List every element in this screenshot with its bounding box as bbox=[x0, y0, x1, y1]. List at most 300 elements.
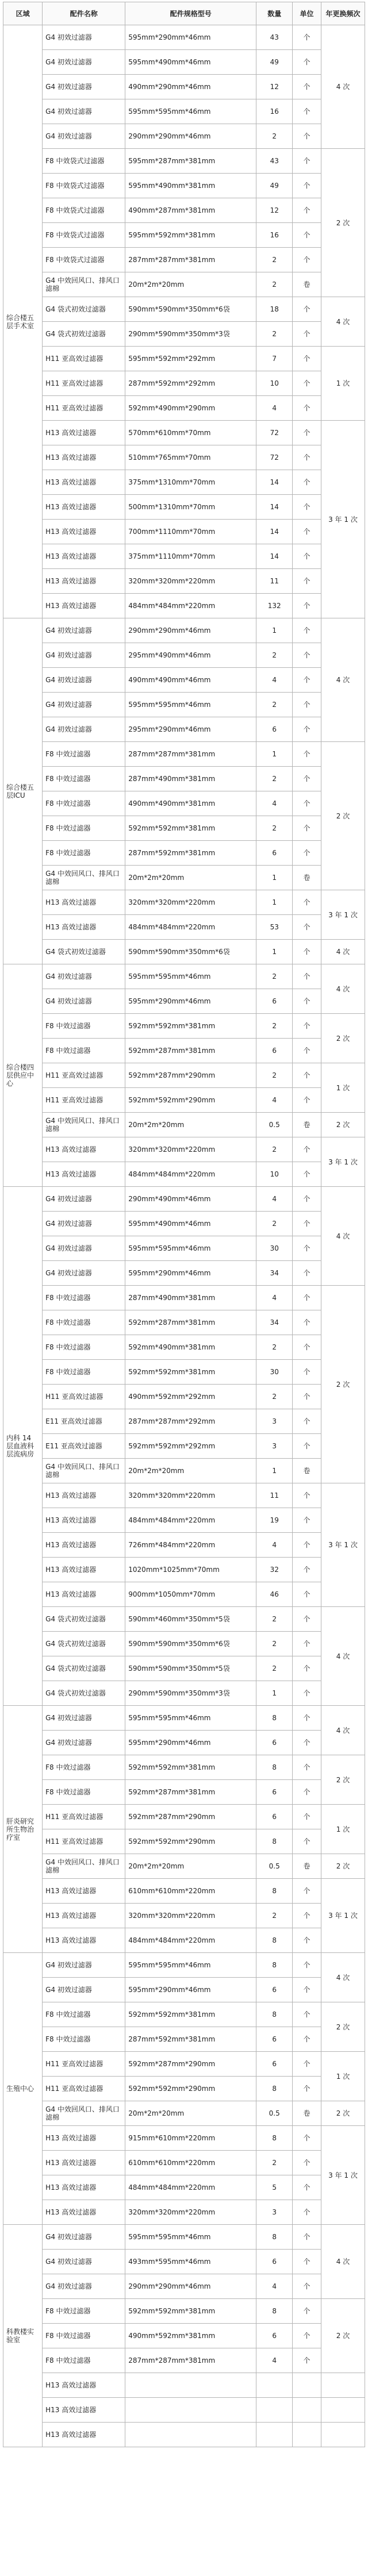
part-name-cell: G4 初效过滤器 bbox=[43, 50, 125, 75]
quantity-cell: 2 bbox=[256, 816, 293, 841]
frequency-cell: 4 次 bbox=[321, 1187, 365, 1286]
spec-cell: 595mm*595mm*46mm bbox=[125, 1953, 256, 1978]
spec-cell: 290mm*290mm*46mm bbox=[125, 618, 256, 643]
quantity-cell: 1 bbox=[256, 940, 293, 964]
spec-cell: 592mm*490mm*381mm bbox=[125, 1335, 256, 1360]
table-row bbox=[3, 890, 365, 915]
quantity-cell: 1 bbox=[256, 1459, 293, 1483]
unit-cell: 个 bbox=[293, 1632, 321, 1656]
area-cell: 综合楼五层手术室 bbox=[3, 25, 43, 618]
table-row bbox=[3, 2175, 365, 2200]
quantity-cell: 0.5 bbox=[256, 2101, 293, 2126]
spec-cell: 726mm*484mm*220mm bbox=[125, 1533, 256, 1558]
part-name-cell: G4 初效过滤器 bbox=[43, 989, 125, 1014]
table-row bbox=[3, 124, 365, 149]
frequency-cell: 2 次 bbox=[321, 1854, 365, 1879]
spec-cell: 595mm*290mm*46mm bbox=[125, 989, 256, 1014]
table-row bbox=[3, 816, 365, 841]
table-row bbox=[3, 272, 365, 297]
spec-cell: 290mm*590mm*350mm*3袋 bbox=[125, 322, 256, 347]
table-row bbox=[3, 1706, 365, 1731]
part-name-cell: G4 初效过滤器 bbox=[43, 25, 125, 50]
part-name-cell: H13 高效过滤器 bbox=[43, 1928, 125, 1953]
part-name-cell: G4 初效过滤器 bbox=[43, 124, 125, 149]
unit-cell: 个 bbox=[293, 25, 321, 50]
quantity-cell: 6 bbox=[256, 1780, 293, 1805]
part-name-cell: G4 袋式初效过滤器 bbox=[43, 297, 125, 322]
unit-cell: 卷 bbox=[293, 1459, 321, 1483]
spec-cell: 590mm*590mm*350mm*6袋 bbox=[125, 297, 256, 322]
quantity-cell: 2 bbox=[256, 322, 293, 347]
unit-cell: 个 bbox=[293, 1829, 321, 1854]
unit-cell: 个 bbox=[293, 1137, 321, 1162]
quantity-cell: 49 bbox=[256, 174, 293, 198]
quantity-cell: 6 bbox=[256, 2324, 293, 2348]
unit-cell: 个 bbox=[293, 2274, 321, 2299]
quantity-cell: 8 bbox=[256, 1953, 293, 1978]
part-name-cell: G4 初效过滤器 bbox=[43, 1953, 125, 1978]
unit-cell: 个 bbox=[293, 1582, 321, 1607]
unit-cell: 个 bbox=[293, 75, 321, 99]
spec-cell: 595mm*595mm*46mm bbox=[125, 1706, 256, 1731]
part-name-cell: G4 初效过滤器 bbox=[43, 693, 125, 717]
quantity-cell: 16 bbox=[256, 223, 293, 248]
frequency-cell bbox=[321, 2398, 365, 2423]
quantity-cell: 2 bbox=[256, 1063, 293, 1088]
table-row bbox=[3, 2398, 365, 2423]
spec-cell: 595mm*490mm*46mm bbox=[125, 50, 256, 75]
unit-cell: 个 bbox=[293, 1039, 321, 1063]
unit-cell: 个 bbox=[293, 1385, 321, 1409]
table-row bbox=[3, 1904, 365, 1928]
part-name-cell: H13 高效过滤器 bbox=[43, 1483, 125, 1508]
part-name-cell: F8 中效过滤器 bbox=[43, 2299, 125, 2324]
frequency-cell bbox=[321, 2373, 365, 2398]
unit-cell: 个 bbox=[293, 495, 321, 520]
table-row bbox=[3, 2151, 365, 2175]
table-row bbox=[3, 1162, 365, 1187]
table-row bbox=[3, 1286, 365, 1310]
table-row bbox=[3, 1212, 365, 1236]
table-row bbox=[3, 1261, 365, 1286]
spec-cell: 595mm*592mm*292mm bbox=[125, 347, 256, 371]
unit-cell: 个 bbox=[293, 2126, 321, 2151]
spec-cell: 592mm*592mm*381mm bbox=[125, 1360, 256, 1385]
table-row bbox=[3, 767, 365, 791]
table-row bbox=[3, 2423, 365, 2447]
frequency-cell: 2 次 bbox=[321, 2002, 365, 2052]
unit-cell: 个 bbox=[293, 1434, 321, 1459]
part-name-cell: G4 中效回风口、排风口滤棉 bbox=[43, 1459, 125, 1483]
unit-cell: 个 bbox=[293, 1681, 321, 1706]
spec-cell: 484mm*484mm*220mm bbox=[125, 1162, 256, 1187]
table-row bbox=[3, 396, 365, 421]
unit-cell: 个 bbox=[293, 99, 321, 124]
part-name-cell: H13 高效过滤器 bbox=[43, 2126, 125, 2151]
unit-cell: 个 bbox=[293, 693, 321, 717]
quantity-cell: 6 bbox=[256, 1978, 293, 2002]
frequency-cell: 4 次 bbox=[321, 618, 365, 742]
spec-cell: 595mm*287mm*381mm bbox=[125, 149, 256, 174]
unit-cell: 个 bbox=[293, 841, 321, 866]
table-row bbox=[3, 841, 365, 866]
spec-cell: 290mm*290mm*46mm bbox=[125, 2274, 256, 2299]
table-row bbox=[3, 1681, 365, 1706]
spec-cell: 320mm*320mm*220mm bbox=[125, 2200, 256, 2225]
area-cell: 内科 14 层血液科层流病房 bbox=[3, 1187, 43, 1706]
spec-cell: 320mm*320mm*220mm bbox=[125, 890, 256, 915]
spec-cell: 20m*2m*20mm bbox=[125, 1854, 256, 1879]
unit-cell: 个 bbox=[293, 1212, 321, 1236]
spec-cell: 490mm*290mm*46mm bbox=[125, 75, 256, 99]
spec-cell: 290mm*490mm*46mm bbox=[125, 1187, 256, 1212]
quantity-cell: 72 bbox=[256, 421, 293, 445]
area-cell: 生殖中心 bbox=[3, 1953, 43, 2225]
part-name-cell: F8 中效过滤器 bbox=[43, 1360, 125, 1385]
table-row bbox=[3, 1805, 365, 1829]
unit-cell: 个 bbox=[293, 322, 321, 347]
unit-cell: 个 bbox=[293, 347, 321, 371]
spec-cell: 287mm*287mm*381mm bbox=[125, 742, 256, 767]
part-name-cell: H13 高效过滤器 bbox=[43, 1879, 125, 1904]
unit-cell: 个 bbox=[293, 1088, 321, 1113]
quantity-cell: 6 bbox=[256, 2250, 293, 2274]
part-name-cell: H11 亚高效过滤器 bbox=[43, 1829, 125, 1854]
frequency-cell: 4 次 bbox=[321, 25, 365, 149]
unit-cell: 个 bbox=[293, 594, 321, 618]
unit-cell: 个 bbox=[293, 1755, 321, 1780]
frequency-cell: 4 次 bbox=[321, 1607, 365, 1706]
frequency-cell: 2 次 bbox=[321, 2299, 365, 2373]
quantity-cell: 8 bbox=[256, 2299, 293, 2324]
quantity-cell: 6 bbox=[256, 1039, 293, 1063]
unit-cell: 个 bbox=[293, 2175, 321, 2200]
unit-cell: 个 bbox=[293, 1780, 321, 1805]
part-name-cell: F8 中效袋式过滤器 bbox=[43, 198, 125, 223]
table-row bbox=[3, 99, 365, 124]
unit-cell: 个 bbox=[293, 1286, 321, 1310]
quantity-cell: 2 bbox=[256, 2151, 293, 2175]
spec-cell: 592mm*592mm*381mm bbox=[125, 2002, 256, 2027]
unit-cell: 个 bbox=[293, 297, 321, 322]
spec-cell: 290mm*290mm*46mm bbox=[125, 124, 256, 149]
part-name-cell: G4 袋式初效过滤器 bbox=[43, 1656, 125, 1681]
spec-cell: 592mm*592mm*292mm bbox=[125, 1434, 256, 1459]
part-name-cell: F8 中效过滤器 bbox=[43, 2324, 125, 2348]
part-name-cell: H13 高效过滤器 bbox=[43, 1558, 125, 1582]
part-name-cell: H13 高效过滤器 bbox=[43, 569, 125, 594]
spec-cell: 20m*2m*20mm bbox=[125, 2101, 256, 2126]
quantity-cell: 4 bbox=[256, 2348, 293, 2373]
table-row bbox=[3, 544, 365, 569]
spec-cell: 570mm*610mm*70mm bbox=[125, 421, 256, 445]
part-name-cell: H13 高效过滤器 bbox=[43, 2175, 125, 2200]
quantity-cell: 4 bbox=[256, 791, 293, 816]
part-name-cell: G4 袋式初效过滤器 bbox=[43, 1607, 125, 1632]
table-row bbox=[3, 1607, 365, 1632]
table-row bbox=[3, 347, 365, 371]
unit-cell: 个 bbox=[293, 371, 321, 396]
spec-cell: 320mm*320mm*220mm bbox=[125, 1137, 256, 1162]
table-row bbox=[3, 371, 365, 396]
header-area: 区域 bbox=[3, 2, 43, 25]
table-row bbox=[3, 1558, 365, 1582]
frequency-cell: 1 次 bbox=[321, 347, 365, 421]
part-name-cell: H13 高效过滤器 bbox=[43, 890, 125, 915]
spec-cell: 287mm*490mm*381mm bbox=[125, 1286, 256, 1310]
unit-cell: 个 bbox=[293, 2348, 321, 2373]
unit-cell: 个 bbox=[293, 964, 321, 989]
table-row bbox=[3, 1978, 365, 2002]
spec-cell: 1020mm*1025mm*70mm bbox=[125, 1558, 256, 1582]
part-name-cell: G4 初效过滤器 bbox=[43, 1978, 125, 2002]
table-row bbox=[3, 198, 365, 223]
table-row bbox=[3, 470, 365, 495]
part-name-cell: G4 中效回风口、排风口滤棉 bbox=[43, 1854, 125, 1879]
unit-cell: 个 bbox=[293, 1310, 321, 1335]
table-row bbox=[3, 75, 365, 99]
unit-cell: 个 bbox=[293, 421, 321, 445]
quantity-cell: 30 bbox=[256, 1360, 293, 1385]
unit-cell: 个 bbox=[293, 816, 321, 841]
unit-cell: 个 bbox=[293, 2250, 321, 2274]
filter-spec-table bbox=[3, 2, 365, 2447]
quantity-cell: 8 bbox=[256, 2077, 293, 2101]
part-name-cell: F8 中效过滤器 bbox=[43, 1310, 125, 1335]
unit-cell: 个 bbox=[293, 1904, 321, 1928]
quantity-cell: 16 bbox=[256, 99, 293, 124]
frequency-cell: 3 年 1 次 bbox=[321, 2126, 365, 2225]
quantity-cell: 11 bbox=[256, 569, 293, 594]
spec-cell: 700mm*1110mm*70mm bbox=[125, 520, 256, 544]
table-body bbox=[3, 25, 365, 2447]
table-row bbox=[3, 297, 365, 322]
frequency-cell: 3 年 1 次 bbox=[321, 421, 365, 618]
frequency-cell: 3 年 1 次 bbox=[321, 1137, 365, 1187]
table-row bbox=[3, 2373, 365, 2398]
table-row bbox=[3, 2225, 365, 2250]
table-row bbox=[3, 2299, 365, 2324]
unit-cell: 个 bbox=[293, 1014, 321, 1039]
table-row bbox=[3, 1854, 365, 1879]
part-name-cell: H13 高效过滤器 bbox=[43, 544, 125, 569]
part-name-cell: G4 初效过滤器 bbox=[43, 668, 125, 693]
frequency-cell: 3 年 1 次 bbox=[321, 1879, 365, 1953]
unit-cell: 个 bbox=[293, 2027, 321, 2052]
spec-cell: 290mm*590mm*350mm*3袋 bbox=[125, 1681, 256, 1706]
unit-cell: 个 bbox=[293, 2299, 321, 2324]
spec-cell: 595mm*490mm*381mm bbox=[125, 174, 256, 198]
table-row bbox=[3, 1632, 365, 1656]
quantity-cell: 7 bbox=[256, 347, 293, 371]
part-name-cell: H11 亚高效过滤器 bbox=[43, 347, 125, 371]
quantity-cell: 53 bbox=[256, 915, 293, 940]
part-name-cell: G4 袋式初效过滤器 bbox=[43, 1681, 125, 1706]
table-row bbox=[3, 2027, 365, 2052]
frequency-cell: 4 次 bbox=[321, 940, 365, 964]
quantity-cell: 72 bbox=[256, 445, 293, 470]
part-name-cell: G4 初效过滤器 bbox=[43, 717, 125, 742]
part-name-cell: G4 初效过滤器 bbox=[43, 2225, 125, 2250]
table-row bbox=[3, 50, 365, 75]
part-name-cell: G4 初效过滤器 bbox=[43, 1261, 125, 1286]
spec-cell: 287mm*592mm*381mm bbox=[125, 2027, 256, 2052]
quantity-cell: 14 bbox=[256, 544, 293, 569]
part-name-cell: H13 高效过滤器 bbox=[43, 594, 125, 618]
unit-cell: 个 bbox=[293, 989, 321, 1014]
frequency-cell: 2 次 bbox=[321, 1113, 365, 1137]
table-row bbox=[3, 421, 365, 445]
spec-cell: 592mm*592mm*290mm bbox=[125, 2077, 256, 2101]
area-cell: 综合楼四层供应中心 bbox=[3, 964, 43, 1187]
part-name-cell: H13 高效过滤器 bbox=[43, 2398, 125, 2423]
part-name-cell: F8 中效袋式过滤器 bbox=[43, 248, 125, 272]
spec-cell: 900mm*1050mm*70mm bbox=[125, 1582, 256, 1607]
unit-cell: 个 bbox=[293, 1879, 321, 1904]
table-row bbox=[3, 2274, 365, 2299]
unit-cell: 个 bbox=[293, 791, 321, 816]
unit-cell: 个 bbox=[293, 2052, 321, 2077]
spec-cell: 595mm*595mm*46mm bbox=[125, 964, 256, 989]
part-name-cell: H13 高效过滤器 bbox=[43, 2151, 125, 2175]
unit-cell: 卷 bbox=[293, 1854, 321, 1879]
part-name-cell: F8 中效过滤器 bbox=[43, 1039, 125, 1063]
spec-cell: 375mm*1310mm*70mm bbox=[125, 470, 256, 495]
table-row bbox=[3, 2101, 365, 2126]
part-name-cell: G4 中效回风口、排风口滤棉 bbox=[43, 866, 125, 890]
table-row bbox=[3, 1508, 365, 1533]
unit-cell: 个 bbox=[293, 1558, 321, 1582]
quantity-cell: 34 bbox=[256, 1261, 293, 1286]
spec-cell: 484mm*484mm*220mm bbox=[125, 915, 256, 940]
frequency-cell: 3 年 1 次 bbox=[321, 1483, 365, 1607]
quantity-cell: 2 bbox=[256, 1607, 293, 1632]
spec-cell: 287mm*287mm*381mm bbox=[125, 2348, 256, 2373]
quantity-cell: 6 bbox=[256, 717, 293, 742]
spec-cell: 595mm*595mm*46mm bbox=[125, 99, 256, 124]
part-name-cell: F8 中效过滤器 bbox=[43, 1014, 125, 1039]
part-name-cell: H13 高效过滤器 bbox=[43, 2373, 125, 2398]
part-name-cell: H11 亚高效过滤器 bbox=[43, 2052, 125, 2077]
unit-cell: 卷 bbox=[293, 2101, 321, 2126]
table-row bbox=[3, 2250, 365, 2274]
quantity-cell: 10 bbox=[256, 371, 293, 396]
spec-cell: 595mm*290mm*46mm bbox=[125, 1731, 256, 1755]
part-name-cell: H11 亚高效过滤器 bbox=[43, 396, 125, 421]
quantity-cell: 3 bbox=[256, 1409, 293, 1434]
part-name-cell: H11 亚高效过滤器 bbox=[43, 1063, 125, 1088]
table-row bbox=[3, 1928, 365, 1953]
quantity-cell: 0.5 bbox=[256, 1113, 293, 1137]
unit-cell: 个 bbox=[293, 1187, 321, 1212]
quantity-cell: 2 bbox=[256, 124, 293, 149]
part-name-cell: G4 中效回风口、排风口滤棉 bbox=[43, 2101, 125, 2126]
unit-cell: 个 bbox=[293, 1360, 321, 1385]
spec-cell: 490mm*592mm*292mm bbox=[125, 1385, 256, 1409]
part-name-cell: G4 初效过滤器 bbox=[43, 2250, 125, 2274]
quantity-cell: 12 bbox=[256, 198, 293, 223]
frequency-cell: 2 次 bbox=[321, 1014, 365, 1063]
unit-cell: 个 bbox=[293, 1656, 321, 1681]
quantity-cell: 6 bbox=[256, 2027, 293, 2052]
spec-cell bbox=[125, 2398, 256, 2423]
table-row bbox=[3, 594, 365, 618]
part-name-cell: F8 中效过滤器 bbox=[43, 767, 125, 791]
quantity-cell: 14 bbox=[256, 520, 293, 544]
frequency-cell: 2 次 bbox=[321, 742, 365, 890]
spec-cell: 295mm*290mm*46mm bbox=[125, 717, 256, 742]
quantity-cell: 1 bbox=[256, 618, 293, 643]
part-name-cell: H13 高效过滤器 bbox=[43, 520, 125, 544]
spec-cell: 490mm*490mm*381mm bbox=[125, 791, 256, 816]
table-row bbox=[3, 1953, 365, 1978]
spec-cell: 592mm*490mm*290mm bbox=[125, 396, 256, 421]
quantity-cell: 2 bbox=[256, 272, 293, 297]
quantity-cell: 34 bbox=[256, 1310, 293, 1335]
part-name-cell: G4 中效回风口、排风口滤棉 bbox=[43, 1113, 125, 1137]
quantity-cell: 32 bbox=[256, 1558, 293, 1582]
unit-cell: 个 bbox=[293, 1928, 321, 1953]
part-name-cell: G4 初效过滤器 bbox=[43, 1731, 125, 1755]
spec-cell: 595mm*290mm*46mm bbox=[125, 25, 256, 50]
spec-cell: 592mm*592mm*381mm bbox=[125, 1755, 256, 1780]
part-name-cell: H13 高效过滤器 bbox=[43, 1508, 125, 1533]
quantity-cell: 6 bbox=[256, 1805, 293, 1829]
frequency-cell: 2 次 bbox=[321, 1755, 365, 1805]
quantity-cell: 4 bbox=[256, 1088, 293, 1113]
part-name-cell: G4 初效过滤器 bbox=[43, 1212, 125, 1236]
part-name-cell: F8 中效过滤器 bbox=[43, 742, 125, 767]
table-row bbox=[3, 445, 365, 470]
quantity-cell: 1 bbox=[256, 866, 293, 890]
table-row bbox=[3, 495, 365, 520]
unit-cell: 个 bbox=[293, 223, 321, 248]
part-name-cell: H11 亚高效过滤器 bbox=[43, 1385, 125, 1409]
table-row bbox=[3, 2052, 365, 2077]
frequency-cell: 2 次 bbox=[321, 2101, 365, 2126]
quantity-cell: 8 bbox=[256, 1706, 293, 1731]
spec-cell: 287mm*287mm*292mm bbox=[125, 1409, 256, 1434]
frequency-cell: 1 次 bbox=[321, 2052, 365, 2101]
part-name-cell: F8 中效过滤器 bbox=[43, 1335, 125, 1360]
spec-cell: 484mm*484mm*220mm bbox=[125, 1928, 256, 1953]
quantity-cell: 4 bbox=[256, 396, 293, 421]
spec-cell: 592mm*287mm*381mm bbox=[125, 1310, 256, 1335]
quantity-cell: 2 bbox=[256, 1632, 293, 1656]
quantity-cell: 8 bbox=[256, 2126, 293, 2151]
unit-cell: 卷 bbox=[293, 1113, 321, 1137]
unit-cell: 个 bbox=[293, 742, 321, 767]
table-row bbox=[3, 2348, 365, 2373]
quantity-cell: 49 bbox=[256, 50, 293, 75]
quantity-cell: 43 bbox=[256, 25, 293, 50]
unit-cell: 个 bbox=[293, 198, 321, 223]
quantity-cell: 2 bbox=[256, 1137, 293, 1162]
unit-cell: 个 bbox=[293, 1607, 321, 1632]
quantity-cell bbox=[256, 2398, 293, 2423]
part-name-cell: H13 高效过滤器 bbox=[43, 1904, 125, 1928]
table-row bbox=[3, 2002, 365, 2027]
part-name-cell: G4 初效过滤器 bbox=[43, 618, 125, 643]
spec-cell: 590mm*460mm*350mm*5袋 bbox=[125, 1607, 256, 1632]
table-row bbox=[3, 1335, 365, 1360]
table-row bbox=[3, 248, 365, 272]
spec-cell: 320mm*320mm*220mm bbox=[125, 1483, 256, 1508]
spec-cell: 592mm*592mm*381mm bbox=[125, 1014, 256, 1039]
spec-cell: 484mm*484mm*220mm bbox=[125, 1508, 256, 1533]
part-name-cell: H13 高效过滤器 bbox=[43, 1533, 125, 1558]
part-name-cell: G4 初效过滤器 bbox=[43, 2274, 125, 2299]
